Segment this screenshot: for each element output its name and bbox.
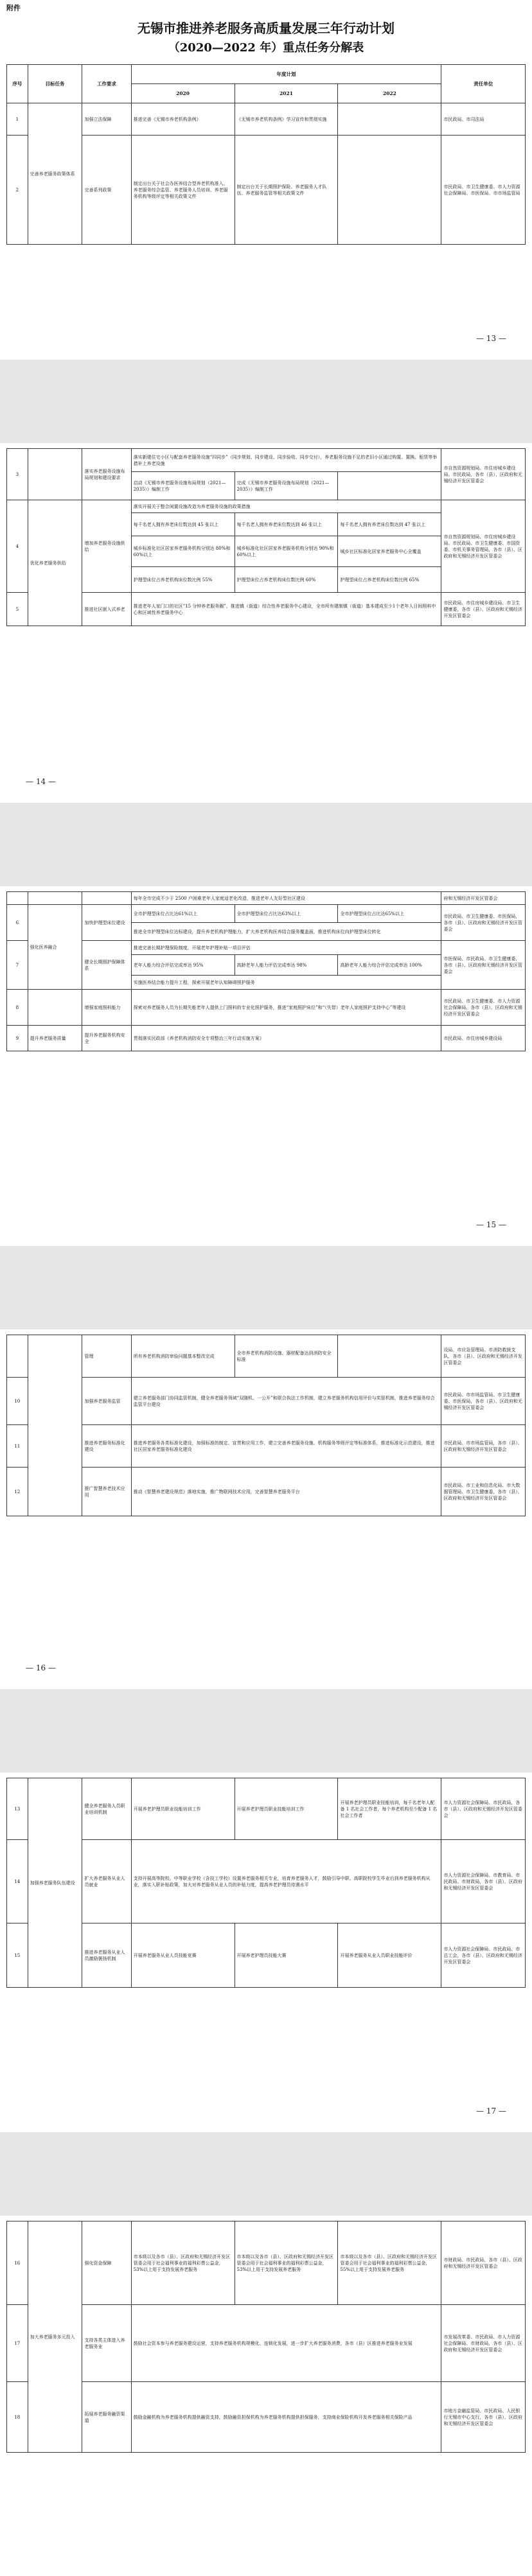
table-row: 5 推进社区嵌入式养老 推进老年人家门口的社区“15 分钟养老服务圈”，推进镇（街道）综合性养老服务中心建设，全市所有建制镇（街道）基本建成至少1个老年人日间照料中心和区域性养老服务中心 市民政局、市住房城乡建设局、市卫生健康委，各市（县）、区政府和无锡经济开发区管委会 xyxy=(7,593,526,626)
col-req: 工作要求 xyxy=(82,65,131,103)
attachment-label: 附件 xyxy=(6,4,21,12)
page-number: — 17 — xyxy=(476,2107,506,2116)
col-2020: 2020 xyxy=(131,84,235,103)
table-row: 18 拓展养老服务融资渠道 鼓励金融机构为养老服务机构提供融资支持，鼓励融资担保机构为养老服务机构提供担保服务，支持商业保险机构开发养老服务相关保险产品 市地方金融监管局、市民政局、人民银行无锡市中心支行，各市（县）、区政府和无锡经济开发区管委会 xyxy=(7,2382,526,2453)
task-table-6 xyxy=(6,2221,526,2453)
goal-cell: 完善养老服务政策体系 xyxy=(28,103,82,245)
page-number: — 15 — xyxy=(476,1220,506,1229)
table-row: 10 加强养老服务监管 建立养老服务部门协同监管机制，健全养老服务领域“双随机、一公开”和联合执法工作机制，建立养老服务机构信用评价与奖惩机制，推进养老服务综合监管平台建设 市民政局、市市场监管局、市卫生健康委、市医保局，各市（县）、区政府和无锡经济开发区管委会 xyxy=(7,1378,526,1425)
task-table-5 xyxy=(6,1778,526,1988)
table-row: 每年全市完成不少于 2500 户困难老年人家庭适老化改造，推进老年人友好型社区建设 府和无锡经济开发区管委会 xyxy=(7,892,526,905)
task-table-4 xyxy=(6,1335,526,1516)
table-row: 1 完善养老服务政策体系 加强立法保障 推进完善《无锡市养老机构条例》 《无锡市养老机构条例》学习宣传和贯彻实施 市民政局、市司法局 xyxy=(7,103,526,136)
col-unit: 责任单位 xyxy=(441,65,526,103)
page-number: — 13 — xyxy=(476,334,506,343)
page-16 xyxy=(0,1329,532,1689)
table-row: 15 推进养老服务从业人员激励褒扬机制 开展养老服务从业人员技能竞赛 开展养老护理员技能大赛 开展养老服务从业人员职业技能评价 市人力资源社会保障局、市民政局、市总工会，各市（县）、区政府和无锡经济开发区管委会 xyxy=(7,1923,526,1988)
table-row: 9 提升养老服务质量 提升养老服务机构安全 贯彻落实民政部《养老机构消防安全专项整治三年行动实施方案》 市民政局、市住房城乡建设局 xyxy=(7,1026,526,1051)
document-title: 无锡市推进养老服务高质量发展三年行动计划 xyxy=(137,21,395,36)
table-row: 2 完善系列政策 制定出台关于社会办医养结合型养老机构准入、养老服务综合监管、养老服务人员培训、养老服务机构等级评定等相关政策文件 制定出台关于长期照护保险、养老服务人才队伍、养老服务监管等相关政策文件 市民政局、市卫生健康委、市人力资源社会保障局、市医保局、市市场监管局 xyxy=(7,136,526,245)
table-row: 7 健全长期照护保障体系 推进完善长期护理保险制度，开展老年护理补贴一项目评估 市医保局、市民政局、市卫生健康委，各市（县）、区政府和无锡经济开发区管委会 xyxy=(7,941,526,955)
col-plan: 年度计划 xyxy=(131,65,441,84)
task-table-2: 3 落实养老服务设施布局规划和建设要求 落实新建住宅小区与配套养老服务设施“四同步”（同步规划、同步建设、同步验收、同步交付），养老服务设施不足的老旧小区通过购置、置换、租赁等举措补上养老设施 市自然资源规划局、市住房城乡建设局、市民政局，各市（县）、区政府和无锡经济开发区管委会 启动《无锡市养老服务设施布局规划（2021—2035）》编制工作 完成《无锡市养老服务设施布局规划（2021—2035）》编制工作 4 优化养老服务供给 增加养老服务设施供给 落实开展关于整合闲置设施改造为养老服务设施的政策措施 市自然资源规划局、市住房城乡建设局、市民政局、市卫生健康委、市国资委、市机关事务管理局，各市（县）、区政府和无锡经济开发区管委会 每千名老人拥有养老床位数达到 45 张以上 每千名老人拥有养老床位数达到 46 张以上 每千名老人拥有养老床位数达到 47 张以上 城乡标准化社区居家养老服务机构分别达 80%和 60%以上 城乡标准化社区居家养老服务机构分别达 90%和 60%以上 城乡社区标准化居家养老服务中心全覆盖 护理型床位占养老机构床位数比例 55% 护理型床位占养老机构床位数比例 60% 护理型床位占养老机构床位数比例 65% 5 推进社区嵌入式养老 推进老年人家门口的社区“15 分钟养老服务圈”，推进镇（街道）综合性养老服务中心建设，全市所有建制镇（街道）基本建成至少1个老年人日间照料中心和区域性养老服务中心 市民政局、市住房城乡建设局、市卫生健康委，各市（县）、区政府和无锡经济开发区管委会 xyxy=(6,448,526,626)
page-number: — 14 — xyxy=(26,777,56,786)
page-number: — 16 — xyxy=(26,1663,56,1672)
col-2021: 2021 xyxy=(235,84,338,103)
table-row: 16 加大养老服务多元投入 强化资金保障 市本级以及各市（县）、区政府和无锡经济开发区管委会用于社会福利事业的福利彩票公益金，53%以上用于支持发展养老服务 市本级以及各市（县）、区政府和无锡经济开发区管委会用于社会福利事业的福利彩票公益金，53%以上用于支持发展养老服务 市本级以及各市（县）、区政府和无锡经济开发区管委会用于社会福利事业的福利彩票公益金，55%以上用于支持发展养老服务 市财政局、市民政局，各市（县）、区政府和无锡经济开发区管委会 xyxy=(7,2221,526,2305)
table-row: 管理 所有养老机构消防审验问题基本整改完成 全市养老机构消防设施、器材配备达到消防安全标准 设局、市应急管理局、市消防救援支队，各市（县）、区政府和无锡经济开发区管委会 xyxy=(7,1335,526,1378)
col-2022: 2022 xyxy=(338,84,441,103)
document-subtitle: （2020—2022 年）重点任务分解表 xyxy=(168,41,364,55)
page-14 xyxy=(0,443,532,803)
table-row: 14 扩大养老服务从业人员就业 支持开展高等院校、中等职业学校（含技工学校）设置养老服务相关专业，培育养老服务人才，鼓励引导中职、高职院校学生毕业后到养老服务机构从业，落实入职补贴政策，加大对养老服务从业人员的补贴力度，提高养老护理员待遇水平 市人力资源社会保障局、市教育局、市民政局、市财政局，各市（县）、区政府和无锡经济开发区管委会 xyxy=(7,1840,526,1923)
table-row: 13 加强养老服务队伍建设 健全养老服务人员职业培训机制 开展养老护理员职业技能培训工作 开展养老护理员职业技能培训工作 开展养老护理员职业技能培训，每千名老年人配备 1 名社会工作者，每个养老机构至少配备 1 名社会工作者 市人力资源社会保障局、市民政局，各市（县）、区政府和无锡经济开发区管委会 xyxy=(7,1778,526,1840)
table-row: 12 推广智慧养老技术应用 推动《智慧养老建设规范》落地实施，推广物联网技术应用，完善智慧养老服务平台 市民政局、市工业和信息化局、市大数据管理局、市卫生健康委，各市（县）、区政府和无锡经济开发区管委会 xyxy=(7,1468,526,1516)
table-row: 11 推进养老服务标准化建设 推进养老服务各类标准化建设，加强标准的制定、宣贯和应用工作，建立完善养老服务设施、机构服务等级评定等标准体系，推进标准化示范建设，推进社区居家养老服务标准化建设 市民政局、市市场监管局，各市（县）、区政府和无锡经济开发区管委会 xyxy=(7,1425,526,1468)
page-18 xyxy=(0,2216,532,2576)
table-row: 17 支持各类主体进入养老服务业 鼓励社会资本参与养老服务建设运营，支持养老服务机构规模化、连锁化发展，进一步扩大养老服务消费，各市（县）区推进养老服务业发展 市发展改革委、市民政局、市人力资源社会保障局、市财政局，各市（县）、区政府和无锡经济开发区管委会 xyxy=(7,2305,526,2382)
task-table-3: 每年全市完成不少于 2500 户困难老年人家庭适老化改造，推进老年人友好型社区建设 府和无锡经济开发区管委会 6 强化医养融合 加快护理型床位建设 全市护理型床位占比达61%以上 全市护理型床位占比达63%以上 全市护理型床位占比达65%以上 市民政局、市卫生健康委、市医保局，各市（县）、区政府和无锡经济开发区管委会 推进全市护理型床位达标建设，提升养老机构护理能力，扩大养老机构医养结合服务覆盖面，推进机构床位向护理型床位转化 7 健全长期照护保障体系 推进完善长期护理保险制度，开展老年护理补贴一项目评估 市医保局、市民政局、市卫生健康委，各市（县）、区政府和无锡经济开发区管委会 老年人能力综合评估完成率达 95% 高龄老年人能力评估完成率达 98% 高龄老年人能力综合评估完成率达 100% 实施医养结合能力提升工程，探索开展老年认知障碍照护服务 8 增强家庭照料能力 探索对养老服务人员为长期失能老年人提供上门照料的专业化照护服务，推进“家庭照护床位”和“（失智）老年人家庭照护支持中心”等建设 市民政局、市卫生健康委、市人力资源社会保障局，各市（县）、区政府和无锡经济开发区管委会 9 提升养老服务质量 提升养老服务机构安全 贯彻落实民政部《养老机构消防安全专项整治三年行动实施方案》 市民政局、市住房城乡建设局 xyxy=(6,891,526,1051)
page-17 xyxy=(0,1773,532,2132)
page-15 xyxy=(0,886,532,1246)
page-13 xyxy=(0,0,532,360)
task-table-1 xyxy=(6,64,526,245)
col-goal: 目标任务 xyxy=(28,65,82,103)
col-seq: 序号 xyxy=(7,65,28,103)
table-row: 8 增强家庭照料能力 探索对养老服务人员为长期失能老年人提供上门照料的专业化照护服务，推进“家庭照护床位”和“（失智）老年人家庭照护支持中心”等建设 市民政局、市卫生健康委、市人力资源社会保障局，各市（县）、区政府和无锡经济开发区管委会 xyxy=(7,990,526,1026)
table-row: 3 落实养老服务设施布局规划和建设要求 落实新建住宅小区与配套养老服务设施“四同步”（同步规划、同步建设、同步验收、同步交付），养老服务设施不足的老旧小区通过购置、置换、租赁等举措补上养老设施 市自然资源规划局、市住房城乡建设局、市民政局，各市（县）、区政府和无锡经济开发区管委会 xyxy=(7,449,526,472)
table-row: 4 优化养老服务供给 增加养老服务设施供给 落实开展关于整合闲置设施改造为养老服务设施的政策措施 市自然资源规划局、市住房城乡建设局、市民政局、市卫生健康委、市国资委、市机关事务管理局，各市（县）、区政府和无锡经济开发区管委会 xyxy=(7,500,526,513)
table-row: 6 强化医养融合 加快护理型床位建设 全市护理型床位占比达61%以上 全市护理型床位占比达63%以上 全市护理型床位占比达65%以上 市民政局、市卫生健康委、市医保局，各市（县）、区政府和无锡经济开发区管委会 xyxy=(7,905,526,923)
